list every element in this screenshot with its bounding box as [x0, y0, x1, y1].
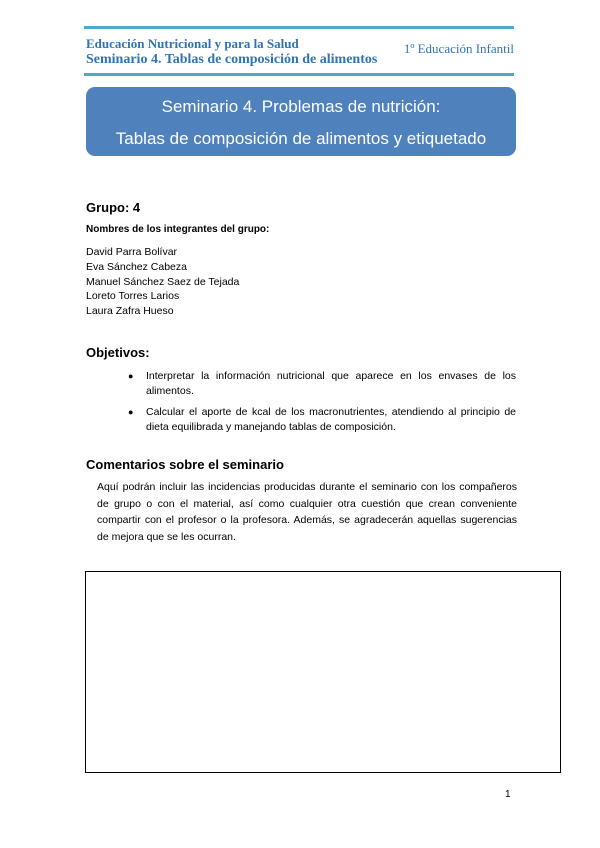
bullet-icon: ●: [128, 407, 134, 417]
member-name: Laura Zafra Hueso: [86, 305, 174, 318]
member-name: David Parra Bolívar: [86, 246, 178, 258]
header-course-title: Educación Nutricional y para la Salud: [86, 36, 299, 51]
objective-item: [128, 405, 516, 435]
comments-box[interactable]: [85, 571, 561, 773]
objective-item: [128, 369, 516, 399]
members-label: Nombres de los integrantes del grupo:: [86, 224, 270, 235]
member-name: Loreto Torres Larios: [86, 290, 180, 303]
members-list: [86, 246, 239, 320]
objective-text: Interpretar la información nutricional que aparece en los envases de los alimentos.: [146, 370, 516, 397]
member-name: Eva Sánchez Cabeza: [86, 260, 187, 273]
bullet-icon: ●: [128, 371, 134, 381]
objectives-heading: Objetivos:: [86, 345, 150, 360]
title-banner: [86, 87, 516, 156]
banner-title-line1: Seminario 4. Problemas de nutrición:: [161, 97, 441, 116]
comments-instructions: Aquí podrán incluir las incidencias producidas durante el seminario con los compañeros de grupo o con el material, así como cualquier otra cuestión que crean conveniente compartir con el profesor o la profesora. Además, se agradecerán aquellas sugerencias de mejora que se les ocurran.: [97, 481, 517, 543]
header-top-rule: [84, 26, 514, 29]
objective-text: Calcular el aporte de kcal de los macronutrientes, atendiendo al principio de dieta equilibrada y manejando tablas de composición.: [146, 406, 516, 433]
member-name: Manuel Sánchez Saez de Tejada: [86, 275, 240, 288]
page-number: 1: [505, 789, 511, 800]
header-course-level: 1º Educación Infantil: [403, 41, 514, 56]
comments-heading: Comentarios sobre el seminario: [86, 457, 284, 472]
group-label: Grupo: 4: [86, 200, 141, 215]
header-seminar-title: Seminario 4. Tablas de composición de alimentos: [86, 52, 378, 67]
banner-title-line2: Tablas de composición de alimentos y etiquetado: [115, 129, 487, 148]
objectives-list: [128, 369, 516, 441]
header-bottom-rule: [84, 73, 514, 76]
